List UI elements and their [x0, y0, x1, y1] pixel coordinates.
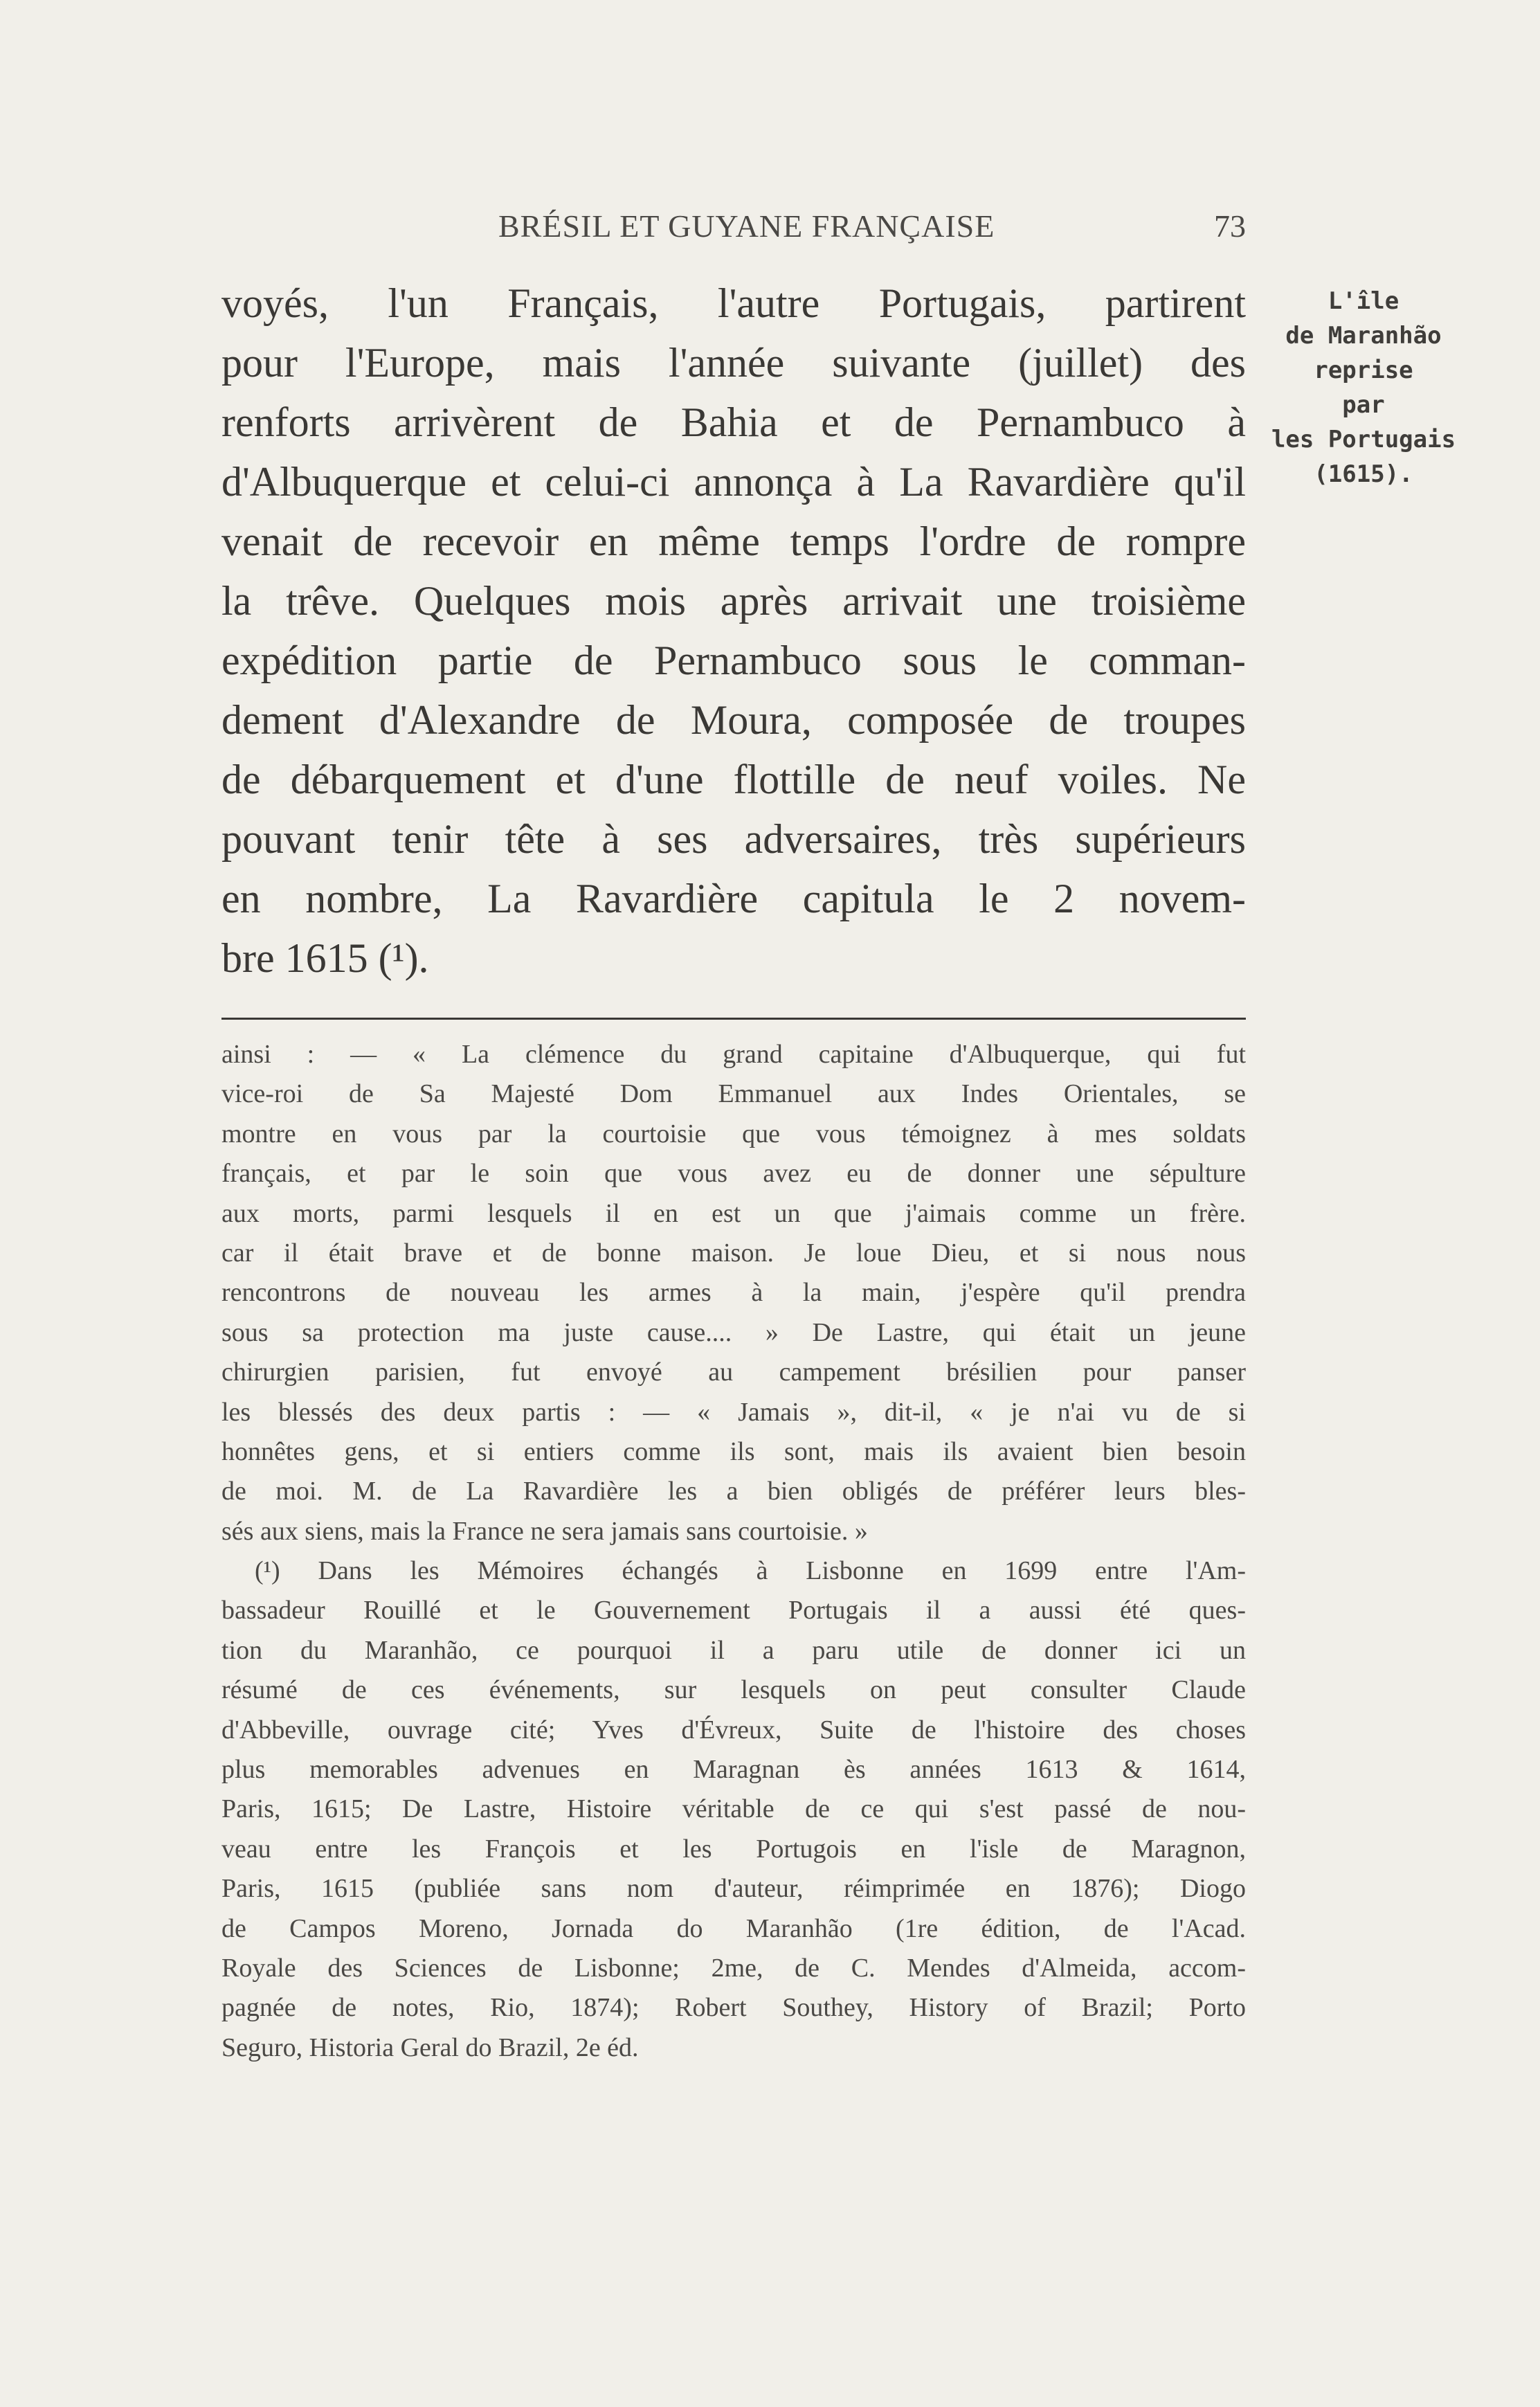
- page-number: 73: [1214, 208, 1246, 244]
- main-line: venait de recevoir en même temps l'ordre de rompre: [221, 519, 1246, 564]
- footnote-line: résumé de ces événements, sur lesquels on peut consulter Claude: [221, 1675, 1246, 1705]
- footnote-line: bassadeur Rouillé et le Gouvernement Portugais il a aussi été ques-: [221, 1596, 1246, 1625]
- footnote-line: chirurgien parisien, fut envoyé au campement brésilien pour panser: [221, 1358, 1246, 1387]
- main-line: en nombre, La Ravardière capitula le 2 novem-: [221, 876, 1246, 921]
- footnote-line: les blessés des deux partis : — « Jamais », dit-il, « je n'ai vu de si: [221, 1397, 1246, 1427]
- main-text: [221, 273, 1246, 988]
- footnote-line: Royale des Sciences de Lisbonne; 2me, de C. Mendes d'Almeida, accom-: [221, 1953, 1246, 1983]
- footnote-line: vice-roi de Sa Majesté Dom Emmanuel aux Indes Orientales, se: [221, 1079, 1246, 1109]
- main-line: pour l'Europe, mais l'année suivante (juillet) des: [221, 340, 1246, 386]
- footnote-line: sés aux siens, mais la France ne sera jamais sans courtoisie. »: [221, 1516, 868, 1546]
- margin-note-line: L'île: [1328, 287, 1399, 315]
- footnote-line: de Campos Moreno, Jornada do Maranhão (1re édition, de l'Acad.: [221, 1913, 1246, 1943]
- main-line: pouvant tenir tête à ses adversaires, très supérieurs: [221, 816, 1246, 862]
- footnote-line: d'Abbeville, ouvrage cité; Yves d'Évreux, Suite de l'histoire des choses: [221, 1715, 1246, 1745]
- main-line: voyés, l'un Français, l'autre Portugais, partirent: [221, 280, 1246, 326]
- margin-note: [1260, 284, 1467, 492]
- main-line: expédition partie de Pernambuco sous le comman-: [221, 638, 1246, 683]
- footnote-line: sous sa protection ma juste cause.... » De Lastre, qui était un jeune: [221, 1317, 1246, 1347]
- footnote-line: ainsi : — « La clémence du grand capitaine d'Albuquerque, qui fut: [221, 1040, 1246, 1069]
- footnote-line: honnêtes gens, et si entiers comme ils sont, mais ils avaient bien besoin: [221, 1436, 1246, 1466]
- footnote-line: français, et par le soin que vous avez eu de donner une sépulture: [221, 1159, 1246, 1189]
- margin-note-line: reprise: [1314, 357, 1413, 384]
- footnote-line: (¹) Dans les Mémoires échangés à Lisbonne en 1699 entre l'Am-: [255, 1556, 1246, 1586]
- main-line: renforts arrivèrent de Bahia et de Pernambuco à: [221, 399, 1246, 445]
- main-line: bre 1615 (¹).: [221, 935, 429, 981]
- footnote-separator-rule: [221, 1018, 1246, 1020]
- footnote-line: plus memorables advenues en Maragnan ès années 1613 & 1614,: [221, 1755, 1246, 1785]
- main-line: dement d'Alexandre de Moura, composée de troupes: [221, 697, 1246, 743]
- footnote-line: montre en vous par la courtoisie que vous témoignez à mes soldats: [221, 1119, 1246, 1148]
- footnote-line: rencontrons de nouveau les armes à la main, j'espère qu'il prendra: [221, 1278, 1246, 1308]
- footnote-line: Paris, 1615; De Lastre, Histoire véritable de ce qui s'est passé de nou-: [221, 1794, 1246, 1824]
- main-line: d'Albuquerque et celui-ci annonça à La Ravardière qu'il: [221, 459, 1246, 505]
- footnote-line: tion du Maranhão, ce pourquoi il a paru utile de donner ici un: [221, 1635, 1246, 1665]
- margin-note-line: de Maranhão: [1285, 322, 1442, 350]
- footnote-line: de moi. M. de La Ravardière les a bien obligés de préférer leurs bles-: [221, 1477, 1246, 1506]
- footnote-line: aux morts, parmi lesquels il en est un que j'aimais comme un frère.: [221, 1198, 1246, 1228]
- footnote-line: veau entre les François et les Portugois en l'isle de Maragnon,: [221, 1834, 1246, 1864]
- margin-note-line: les Portugais: [1271, 426, 1456, 453]
- footnotes: [221, 1035, 1246, 2068]
- footnote-line: Paris, 1615 (publiée sans nom d'auteur, réimprimée en 1876); Diogo: [221, 1874, 1246, 1904]
- main-line: la trêve. Quelques mois après arrivait une troisième: [221, 578, 1246, 624]
- margin-note-line: (1615).: [1314, 460, 1413, 488]
- footnote-line: Seguro, Historia Geral do Brazil, 2e éd.: [221, 2032, 639, 2062]
- margin-note-line: par: [1342, 391, 1385, 419]
- footnote-line: pagnée de notes, Rio, 1874); Robert Southey, History of Brazil; Porto: [221, 1993, 1246, 2023]
- footnote-line: car il était brave et de bonne maison. Je loue Dieu, et si nous nous: [221, 1238, 1246, 1268]
- main-line: de débarquement et d'une flottille de neuf voiles. Ne: [221, 757, 1246, 802]
- running-head-title: BRÉSIL ET GUYANE FRANÇAISE: [498, 208, 995, 244]
- running-head: [221, 208, 1246, 249]
